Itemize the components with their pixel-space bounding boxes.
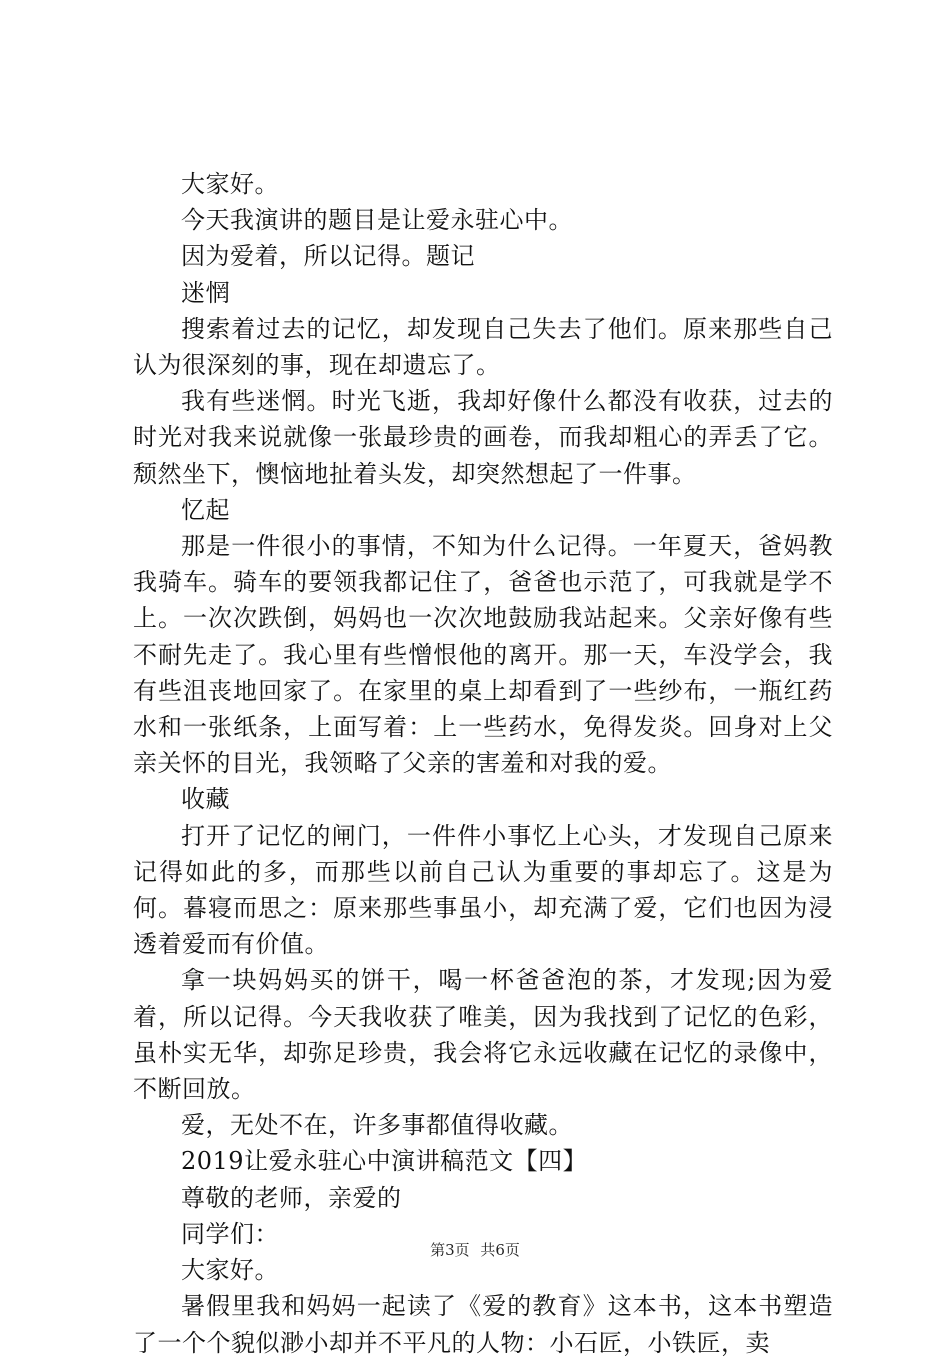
- paragraph-topic: 今天我演讲的题目是让爱永驻心中。: [181, 206, 573, 235]
- section-heading-recall: 忆起: [181, 495, 230, 524]
- paragraph: 搜索着过去的记忆，却发现自己失去了他们。原来那些自己认为很深刻的事，现在却遗忘了。: [133, 314, 833, 380]
- section-heading-confusion: 迷惘: [181, 278, 230, 307]
- page-footer: [0, 1240, 950, 1260]
- paragraph-salutation: 尊敬的老师，亲爱的: [181, 1183, 402, 1212]
- document-body: [133, 166, 833, 1361]
- page-number: 第3页: [430, 1241, 470, 1259]
- page-total: 共6页: [480, 1241, 520, 1259]
- article-title: 2019让爱永驻心中演讲稿范文【四】: [181, 1147, 588, 1176]
- paragraph: 暑假里我和妈妈一起读了《爱的教育》这本书，这本书塑造了一个个貌似渺小却并不平凡的人物：小石匠，小铁匠，卖: [133, 1292, 833, 1357]
- paragraph: 爱，无处不在，许多事都值得收藏。: [181, 1111, 573, 1140]
- paragraph: 拿一块妈妈买的饼干，喝一杯爸爸泡的茶，才发现;因为爱着，所以记得。今天我收获了唯美，因为我找到了记忆的色彩，虽朴实无华，却弥足珍贵，我会将它永远收藏在记忆的录像中，不断回放。: [133, 966, 833, 1104]
- paragraph-salutation: 同学们：: [181, 1219, 279, 1248]
- paragraph-greeting: 大家好。: [181, 170, 279, 198]
- paragraph: 我有些迷惘。时光飞逝，我却好像什么都没有收获，过去的时光对我来说就像一张最珍贵的画卷，而我却粗心的弄丢了它。颓然坐下，懊恼地扯着头发，却突然想起了一件事。: [133, 387, 833, 488]
- paragraph: 打开了记忆的闸门，一件件小事忆上心头，才发现自己原来记得如此的多，而那些以前自己认为重要的事却忘了。这是为何。暮寝而思之：原来那些事虽小，却充满了爱，它们也因为浸透着爱而有价值。: [133, 821, 833, 959]
- paragraph-greeting: 大家好。: [181, 1256, 279, 1285]
- paragraph-epigraph: 因为爱着，所以记得。题记: [181, 242, 475, 271]
- paragraph: 那是一件很小的事情，不知为什么记得。一年夏天，爸妈教我骑车。骑车的要领我都记住了，爸爸也示范了，可我就是学不上。一次次跌倒，妈妈也一次次地鼓励我站起来。父亲好像有些不耐先走了。我心里有些憎恨他的离开。那一天，车没学会，我有些沮丧地回家了。在家里的桌上却看到了一些纱布，一瓶红药水和一张纸条，上面写着：上一些药水，免得发炎。回身对上父亲关怀的目光，我领略了父亲的害羞和对我的爱。: [133, 532, 833, 778]
- section-heading-collection: 收藏: [181, 785, 230, 814]
